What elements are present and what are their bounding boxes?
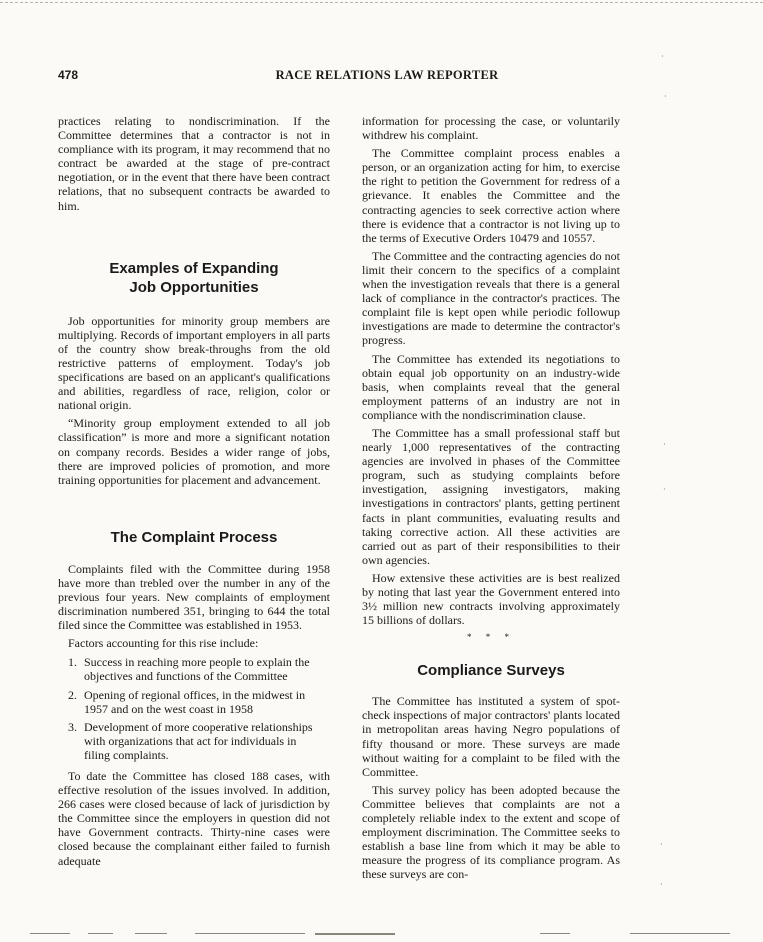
intro-paragraph: practices relating to nondiscrimination. If the Committee determines that a contractor is not in compliance with its program, it may recommend that no contract be awarded at the stage of pre-contract negotiation, or in the event that there have been contract relations, that no subsequent contracts be awarded to him. xyxy=(58,114,330,213)
paragraph: Complaints filed with the Committee during 1958 have more than trebled over the number in any of the previous four years. New complaints of employment discrimination numbered 351, bringing to 644 the total filed since the Committee was established in 1953. xyxy=(58,561,330,633)
page-number: 478 xyxy=(58,68,79,82)
scan-speck: · xyxy=(664,92,667,101)
list-item-number: 2. xyxy=(68,687,77,702)
list-item xyxy=(58,720,330,762)
scan-speck: · xyxy=(663,440,666,449)
running-head: RACE RELATIONS LAW REPORTER xyxy=(275,68,499,82)
left-column xyxy=(58,114,330,872)
paragraph: “Minority group employment extended to all job classification” is more and more a significant notation on company records. Besides a wider range of jobs, there are improved policies of promotion, and more training opportunities for placement and advancement. xyxy=(58,416,330,487)
paragraph: Factors accounting for this rise include: xyxy=(68,636,259,651)
page-top-edge xyxy=(0,2,763,3)
factors-list xyxy=(58,655,330,762)
right-column xyxy=(362,114,620,886)
section-separator: * * * xyxy=(467,632,515,643)
list-item-text: Success in reaching more people to explain the objectives and functions of the Committee xyxy=(84,655,310,684)
section-heading-expanding-opportunities xyxy=(58,259,330,297)
page-header xyxy=(58,68,716,84)
section-heading-compliance-surveys: Compliance Surveys xyxy=(417,662,565,680)
list-item-text: Opening of regional offices, in the midwest in 1957 and on the west coast in 1958 xyxy=(84,687,306,716)
paragraph: The Committee has a small professional staff but nearly 1,000 representatives of the contracting agencies are involved in phases of the Committee program, such as studying complaints before investigation, assigning investigators, making investigations in contractors' plants, getting pertinent facts in plant communities, evaluating results and taking corrective action. All these activities are carried out as part of their responsibilities to their own agencies. xyxy=(362,425,620,567)
paragraph: This survey policy has been adopted because the Committee believes that complaints are not a completely reliable index to the extent and scope of employment discrimination. The Committee seeks to establish a base line from which it may be able to measure the progress of its compliance program. As these surveys are con- xyxy=(362,782,620,882)
paragraph: The Committee has instituted a system of spot-check inspections of major contractors' plants located in metropolitan areas having Negro populations of fifty thousand or more. These surveys are made without waiting for a complaint to be filed with the Committee. xyxy=(362,694,620,779)
page-bottom-edge xyxy=(30,933,733,937)
scan-speck: · xyxy=(661,52,664,61)
paragraph: The Committee has extended its negotiations to obtain equal job opportunity on an industry-wide basis, when complaints reveal that the general employment patterns of an industry are not in compliance with the nondiscrimination clause. xyxy=(362,351,620,422)
paragraph: The Committee and the contracting agencies do not limit their concern to the specifics of a complaint when the investigation reveals that there is a general lack of compliance in the contractor's practices. The complaint file is kept open while periodic followup investigations are made to determine the contractor's progress. xyxy=(362,248,620,348)
list-item-number: 3. xyxy=(68,719,77,734)
list-item xyxy=(58,688,330,716)
list-item-text: Development of more cooperative relationships with organizations that act for individuals in filing complaints. xyxy=(84,719,313,762)
paragraph: How extensive these activities are is best realized by noting that last year the Government entered into 3½ million new contracts involving approximately 15 billions of dollars. xyxy=(362,570,620,628)
scan-speck: · xyxy=(663,485,666,494)
section-heading-line2: Job Opportunities xyxy=(129,278,259,296)
list-item xyxy=(58,655,330,683)
paragraph: To date the Committee has closed 188 cases, with effective resolution of the issues involved. In addition, 266 cases were closed because of lack of jurisdiction by the Committee since the employers in question did not have Government contracts. Thirty-nine cases were closed because the complainant either failed to furnish adequate xyxy=(58,769,330,868)
section-heading-complaint-process: The Complaint Process xyxy=(110,528,278,546)
scan-speck: · xyxy=(660,880,663,889)
paragraph: information for processing the case, or voluntarily withdrew his complaint. xyxy=(362,114,620,143)
paragraph: The Committee complaint process enables a person, or an organization acting for him, to exercise the right to petition the Government for redress of a grievance. It enables the Committee and the contracting agencies to seek corrective action where there is evidence that a contractor is not living up to the terms of Executive Orders 10479 and 10557. xyxy=(362,146,620,245)
scan-speck: · xyxy=(660,840,663,849)
section-heading-line1: Examples of Expanding xyxy=(109,259,279,277)
paragraph: Job opportunities for minority group members are multiplying. Records of important employers in all parts of the country show break-throughs from the old restrictive patterns of employment. Today's job specifications are based on an applicant's qualifications and abilities, regardless of race, religion, color or national origin. xyxy=(58,313,330,413)
list-item-number: 1. xyxy=(68,655,77,670)
